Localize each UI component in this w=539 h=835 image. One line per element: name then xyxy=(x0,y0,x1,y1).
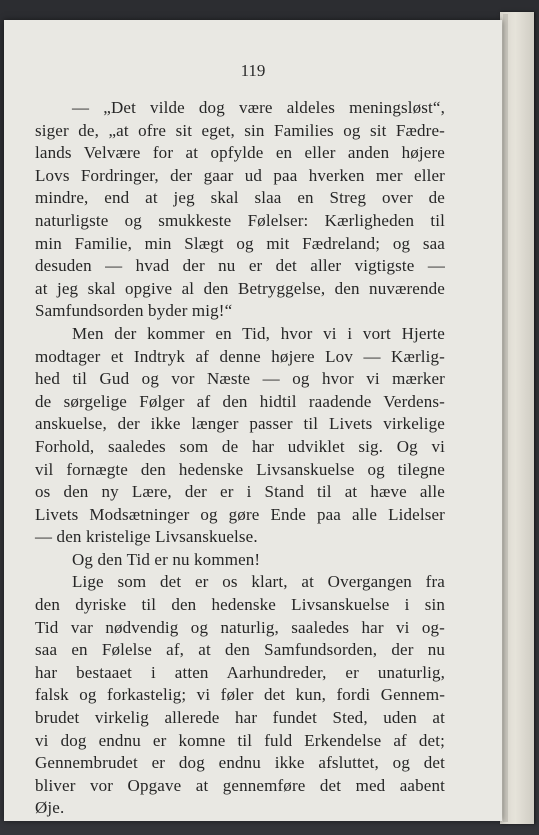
text-line: — „Det vilde dog være aldeles meningsløst“, xyxy=(72,98,445,117)
text-line: Og den Tid er nu kommen! xyxy=(72,549,261,569)
text-line: Samfundsorden byder mig!“ xyxy=(35,301,233,321)
text-line: brudet virkelig allerede har fundet Sted, uden at xyxy=(35,708,445,728)
text-line: siger de, „at ofre sit eget, sin Families og sit Fædre- xyxy=(35,120,445,140)
text-line: falsk og forkastelig; vi føler det kun, fordi Gennem- xyxy=(35,685,445,705)
text-line: naturligste og smukkeste Følelser: Kærligheden til xyxy=(35,210,445,230)
body-text xyxy=(35,97,445,820)
text-line: saa en Følelse af, at den Samfundsorden, der nu xyxy=(35,640,445,660)
text-line: desuden — hvad der nu er det aller vigtigste — xyxy=(35,256,445,276)
text-line: at jeg skal opgive al den Betryggelse, den nuværende xyxy=(35,278,445,298)
text-line: min Familie, min Slægt og mit Fædreland; og saa xyxy=(35,233,445,253)
text-line: de sørgelige Følger af den hidtil raadende Verdens- xyxy=(35,391,445,411)
text-line: har bestaaet i atten Aarhundreder, er unaturlig, xyxy=(35,662,445,682)
text-line: — den kristelige Livsanskuelse. xyxy=(35,527,258,547)
text-line: Lovs Fordringer, der gaar ud paa hverken mer eller xyxy=(35,165,445,185)
text-line: bliver vor Opgave at gennemføre det med aabent xyxy=(35,775,445,795)
text-line: modtager et Indtryk af denne højere Lov — Kærlig- xyxy=(35,346,445,366)
text-line: mindre, end at jeg skal slaa en Streg over de xyxy=(35,188,445,208)
text-line: hed til Gud og vor Næste — og hvor vi mærker xyxy=(35,369,445,389)
text-line: Forhold, saaledes som de har udviklet sig. Og vi xyxy=(35,436,445,456)
text-line: Gennembrudet er dog endnu ikke afsluttet, og det xyxy=(35,753,445,773)
text-line: Livets Modsætninger og gøre Ende paa alle Lidelser xyxy=(35,504,445,524)
book-page xyxy=(4,20,502,821)
text-line: vi dog endnu er komne til fuld Erkendelse af det; xyxy=(35,730,445,750)
page-edge-shadow xyxy=(503,14,508,822)
text-line: den dyriske til den hedenske Livsanskuelse i sin xyxy=(35,595,445,615)
text-line: os den ny Lære, der er i Stand til at hæve alle xyxy=(35,482,445,502)
text-line: Men der kommer en Tid, hvor vi i vort Hjerte xyxy=(72,323,445,343)
text-line: Øje. xyxy=(35,798,65,818)
text-line: Lige som det er os klart, at Overgangen fra xyxy=(72,572,445,592)
text-line: anskuelse, der ikke længer passer til Livets virkelige xyxy=(35,414,445,434)
page-number: 119 xyxy=(240,61,266,80)
text-line: Tid var nødvendig og naturlig, saaledes har vi og- xyxy=(35,617,445,637)
text-line: lands Velvære for at opfylde en eller anden højere xyxy=(35,143,445,163)
text-line: vil fornægte den hedenske Livsanskuelse og tilegne xyxy=(35,459,445,479)
